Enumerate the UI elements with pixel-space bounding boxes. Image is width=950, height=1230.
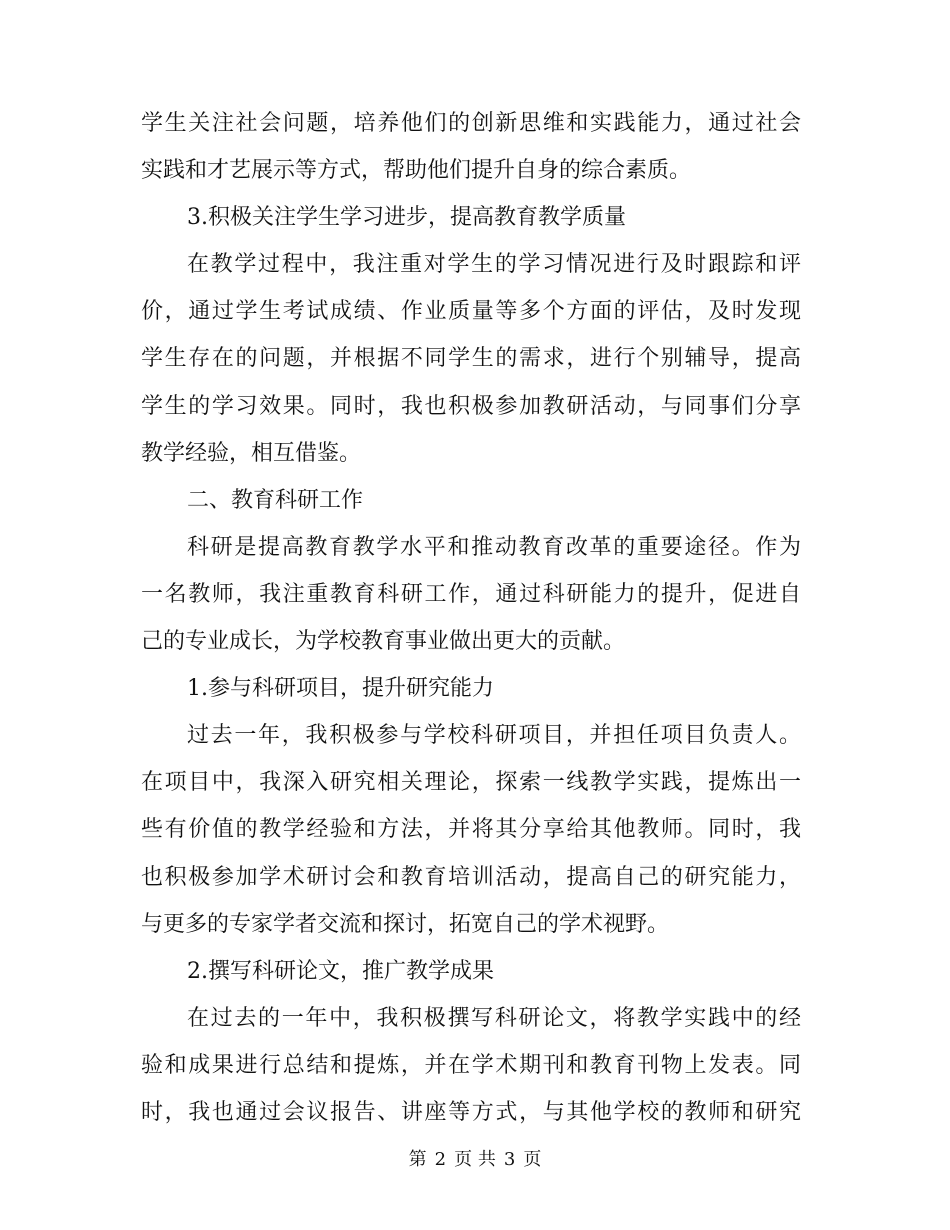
text-line: 3.积极关注学生学习进步，提高教育教学质量 <box>187 205 626 231</box>
text-line: 些有价值的教学经验和方法，并将其分享给其他教师。同时，我 <box>141 817 801 843</box>
document-body <box>141 100 801 1136</box>
text-line: 二、教育科研工作 <box>187 487 364 513</box>
text-line: 学生关注社会问题，培养他们的创新思维和实践能力，通过社会 <box>141 111 801 136</box>
text-line: 己的专业成长，为学校教育事业做出更大的贡献。 <box>141 629 626 655</box>
text-line: 学生存在的问题，并根据不同学生的需求，进行个别辅导，提高 <box>141 346 801 372</box>
text-line: 过去一年，我积极参与学校科研项目，并担任项目负责人。 <box>187 723 801 749</box>
page-footer <box>0 1146 950 1174</box>
footer-middle: 页 共 <box>454 1149 496 1170</box>
text-line: 实践和才艺展示等方式，帮助他们提升自身的综合素质。 <box>141 158 692 184</box>
text-line: 2.撰写科研论文，推广教学成果 <box>187 958 494 984</box>
text-line: 1.参与科研项目，提升研究能力 <box>187 676 494 702</box>
text-line: 学生的学习效果。同时，我也积极参加教研活动，与同事们分享 <box>141 393 801 419</box>
footer-total-pages: 3 <box>503 1149 516 1170</box>
text-line: 在过去的一年中，我积极撰写科研论文，将教学实践中的经 <box>187 1005 801 1031</box>
text-line: 也积极参加学术研讨会和教育培训活动，提高自己的研究能力， <box>141 864 801 890</box>
text-line: 科研是提高教育教学水平和推动教育改革的重要途径。作为 <box>187 534 801 560</box>
text-line: 价，通过学生考试成绩、作业质量等多个方面的评估，及时发现 <box>141 299 801 325</box>
text-line: 验和成果进行总结和提炼，并在学术期刊和教育刊物上发表。同 <box>141 1052 801 1078</box>
text-line: 与更多的专家学者交流和探讨，拓宽自己的学术视野。 <box>141 911 670 937</box>
footer-suffix: 页 <box>523 1149 542 1170</box>
text-line: 一名教师，我注重教育科研工作，通过科研能力的提升，促进自 <box>141 581 801 607</box>
text-line: 在教学过程中，我注重对学生的学习情况进行及时跟踪和评 <box>187 252 801 278</box>
footer-prefix: 第 <box>408 1149 427 1170</box>
text-line: 在项目中，我深入研究相关理论，探索一线教学实践，提炼出一 <box>141 770 801 796</box>
text-line: 教学经验，相互借鉴。 <box>141 440 362 466</box>
footer-current-page: 2 <box>434 1149 447 1170</box>
text-line: 时，我也通过会议报告、讲座等方式，与其他学校的教师和研究 <box>141 1099 801 1125</box>
